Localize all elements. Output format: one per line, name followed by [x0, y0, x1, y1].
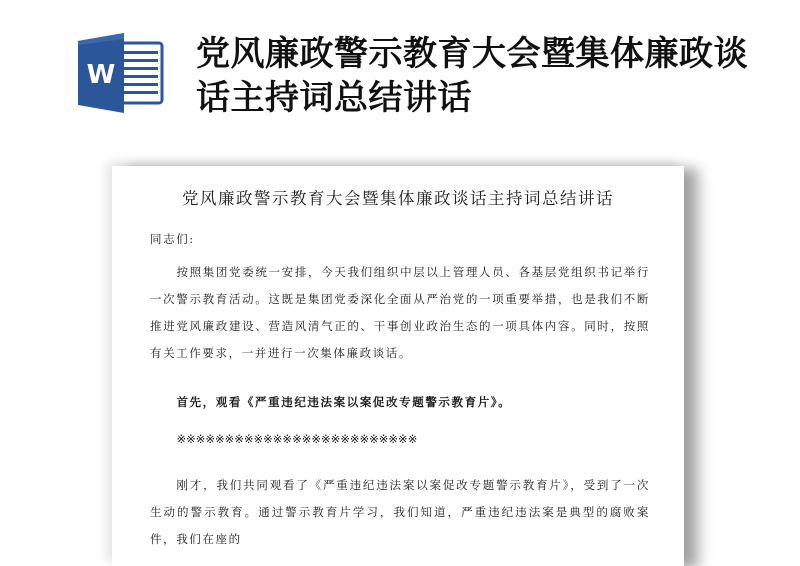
separator-line: ※※※※※※※※※※※※※※※※※※※※※※※※※ [176, 432, 418, 446]
salutation: 同志们: [150, 232, 195, 246]
svg-text:W: W [86, 60, 116, 90]
document-title: 党风廉政警示教育大会暨集体廉政谈话主持词总结讲话 [182, 189, 614, 208]
paragraph-intro: 按照集团党委统一安排，今天我们组织中层以上管理人员、各基层党组织书记举行一次警示教育活动。这既是集团党委深化全面从严治党的一项重要举措，也是我们不断推进党风廉政建设、营造风清气正的、干事创业政治生态的一项具体内容。同时，按照有关工作要求，一并进行一次集体廉政谈话。 [150, 265, 650, 360]
paragraph-summary: 刚才，我们共同观看了《严重违纪违法案以案促改专题警示教育片》，受到了一次生动的警示教育。通过警示教育片学习，我们知道，严重违纪违法案是典型的腐败案件，我们在座的 [150, 478, 650, 546]
header-title: 党风廉政警示教育大会暨集体廉政谈话主持词总结讲话 [196, 34, 748, 118]
word-document-icon [76, 33, 164, 113]
document-page [112, 166, 684, 566]
bold-instruction-line: 首先，观看《严重违纪违法案以案促改专题警示教育片》。 [176, 395, 512, 409]
header-banner [0, 0, 800, 140]
